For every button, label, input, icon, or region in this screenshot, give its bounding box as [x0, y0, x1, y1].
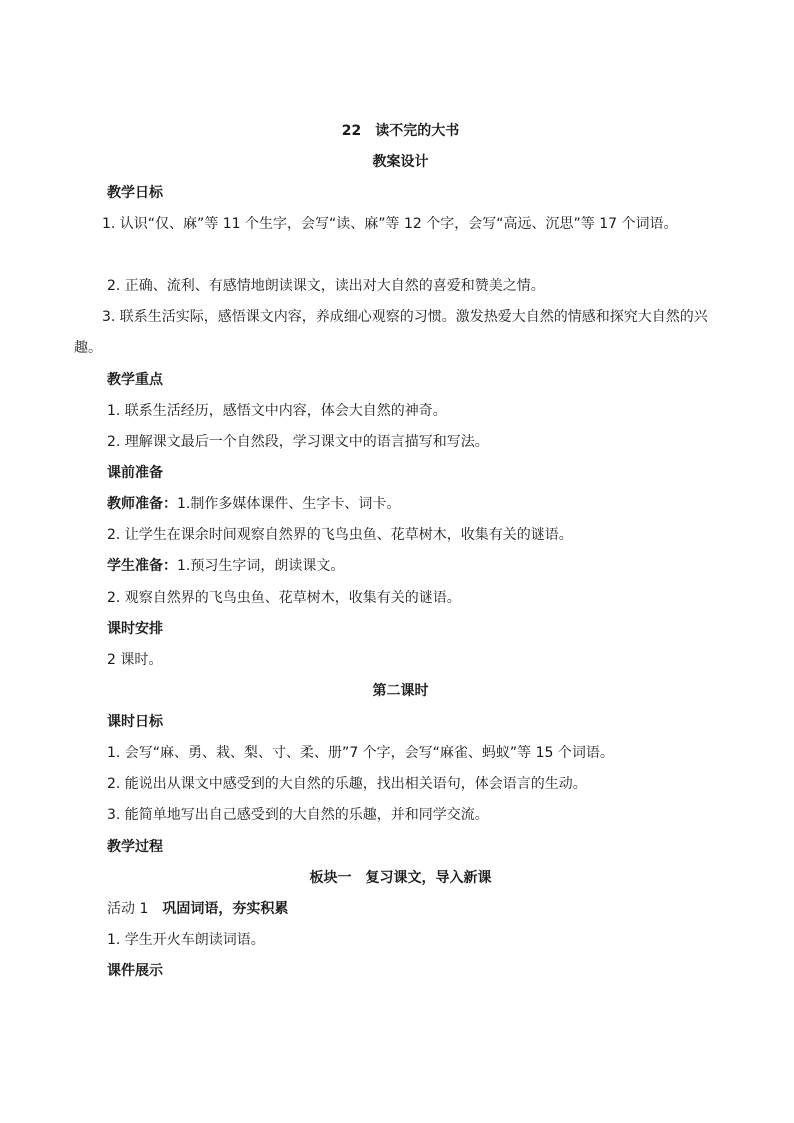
teacher-preparation-1: [107, 495, 727, 513]
goals-heading: 教学日标: [107, 185, 163, 201]
block-title: 板块一 复习课文，导入新课: [309, 870, 492, 886]
goal-3: 3. 联系生活实际，感悟课文内容，养成细心观察的习惯。激发热爱大自然的情感和探究大自然的兴趣。: [74, 309, 708, 356]
schedule-heading: 课时安排: [107, 621, 163, 637]
key-points-heading: 教学重点: [107, 372, 163, 388]
activity-label: 活动 1: [107, 901, 163, 917]
student-preparation-text: 1.预习生字词，朗读课文。: [177, 558, 345, 574]
goal-1: 1. 认识“仅、麻”等 11 个生字，会写“读、麻”等 12 个字，会写“高远、沉思”等 17 个词语。: [74, 216, 678, 232]
activity-heading: [107, 900, 727, 918]
process-heading: 教学过程: [107, 839, 163, 855]
student-preparation-2: 2. 观察自然界的飞鸟虫鱼、花草树木，收集有关的谜语。: [107, 590, 461, 606]
lesson-goal-1: 1. 会写“麻、勇、栽、梨、寸、柔、册”7 个字，会写“麻雀、蚂蚁”等 15 个词语。: [107, 745, 614, 761]
document-subtitle: 教案设计: [372, 154, 429, 170]
activity-title: 巩固词语，夯实积累: [162, 901, 289, 917]
student-preparation-label: 学生准备：: [107, 558, 177, 574]
key-point-2: 2. 理解课文最后一个自然段，学习课文中的语言描写和写法。: [107, 434, 489, 450]
schedule-text: 2 课时。: [107, 652, 163, 668]
teacher-preparation-text: 1.制作多媒体课件、生字卡、词卡。: [177, 496, 401, 512]
lesson-title: 22 读不完的大书: [341, 123, 460, 139]
lesson-goal-3: 3. 能简单地写出自己感受到的大自然的乐趣，并和同学交流。: [107, 807, 489, 823]
courseware-heading: 课件展示: [107, 963, 163, 979]
preparation-heading: 课前准备: [107, 465, 163, 481]
student-preparation-1: [107, 557, 727, 575]
lesson-goal-2: 2. 能说出从课文中感受到的大自然的乐趣，找出相关语句，体会语言的生动。: [107, 776, 587, 792]
activity-step-1: 1. 学生开火车朗读词语。: [107, 932, 265, 948]
key-point-1: 1. 联系生活经历，感悟文中内容，体会大自然的神奇。: [107, 403, 447, 419]
teacher-preparation-2: 2. 让学生在课余时间观察自然界的飞鸟虫鱼、花草树木，收集有关的谜语。: [107, 527, 573, 543]
goal-2: 2. 正确、流利、有感情地朗读课文，读出对大自然的喜爱和赞美之情。: [107, 278, 545, 294]
teacher-preparation-label: 教师准备：: [107, 496, 177, 512]
second-lesson-title: 第二课时: [372, 683, 429, 699]
lesson-goals-heading: 课时日标: [107, 714, 163, 730]
